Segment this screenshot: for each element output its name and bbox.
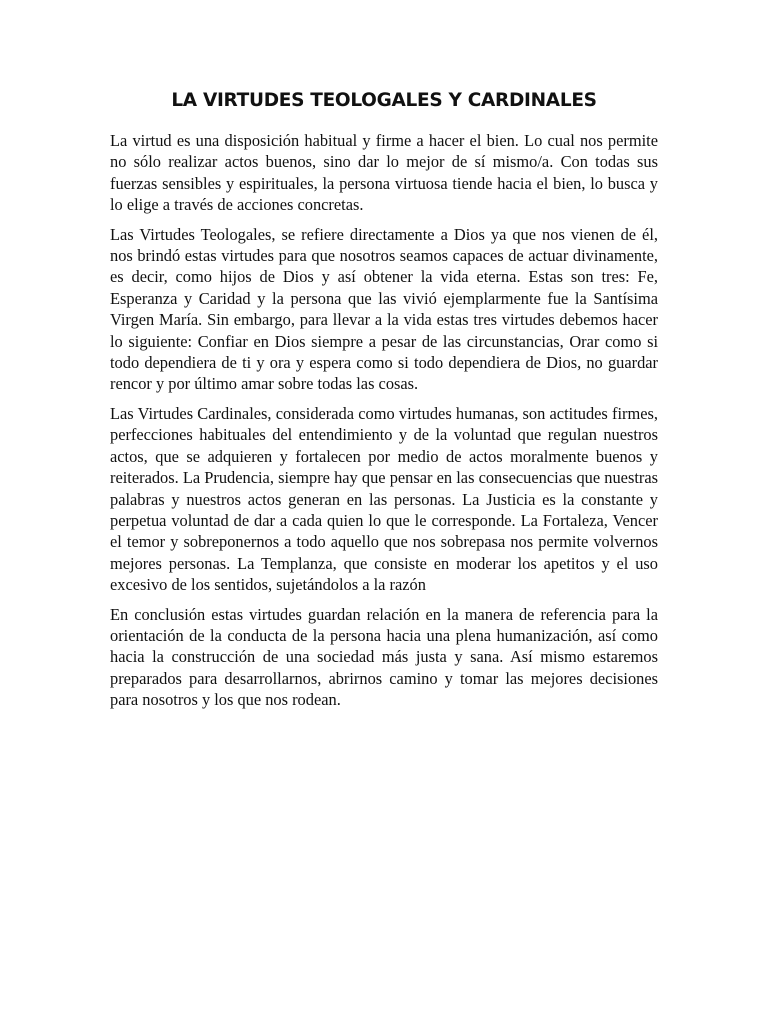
paragraph-teologales: Las Virtudes Teologales, se refiere directamente a Dios ya que nos vienen de él, nos brindó estas virtudes para que nosotros seamos capaces de actuar divinamente, es decir, como hijos de Dios y así obtener la vida eterna. Estas son tres: Fe, Esperanza y Caridad y la persona que las vivió ejemplarmente fue la Santísima Virgen María. Sin embargo, para llevar a la vida estas tres virtudes debemos hacer lo siguiente: Confiar en Dios siempre a pesar de las circunstancias, Orar como si todo dependiera de ti y ora y espera como si todo dependiera de Dios, no guardar rencor y por último amar sobre todas las cosas.: [110, 224, 658, 394]
paragraph-intro: La virtud es una disposición habitual y firme a hacer el bien. Lo cual nos permite no sólo realizar actos buenos, sino dar lo mejor de sí mismo/a. Con todas sus fuerzas sensibles y espirituales, la persona virtuosa tiende hacia el bien, lo busca y lo elige a través de acciones concretas.: [110, 131, 658, 215]
paragraph-conclusion: En conclusión estas virtudes guardan relación en la manera de referencia para la orientación de la conducta de la persona hacia una plena humanización, así como hacia la construcción de una sociedad más justa y sana. Así mismo estaremos preparados para desarrollarnos, abrirnos camino y tomar las mejores decisiones para nosotros y los que nos rodean.: [110, 604, 658, 710]
document-title: LA VIRTUDES TEOLOGALES Y CARDINALES: [171, 90, 597, 111]
paragraph-cardinales: Las Virtudes Cardinales, considerada como virtudes humanas, son actitudes firmes, perfecciones habituales del entendimiento y de la voluntad que regulan nuestros actos, que se adquieren y fortalecen por medio de actos moralmente buenos y reiterados. La Prudencia, siempre hay que pensar en las consecuencias que nuestras palabras y nuestros actos generan en las personas. La Justicia es la constante y perpetua voluntad de dar a cada quien lo que le corresponde. La Fortaleza, Vencer el temor y sobreponernos a todo aquello que nos sobrepasa nos permite volvernos mejores personas. La Templanza, que consiste en moderar los apetitos y el uso excesivo de los sentidos, sujetándolos a la razón: [110, 403, 658, 595]
document-body: [110, 130, 658, 719]
